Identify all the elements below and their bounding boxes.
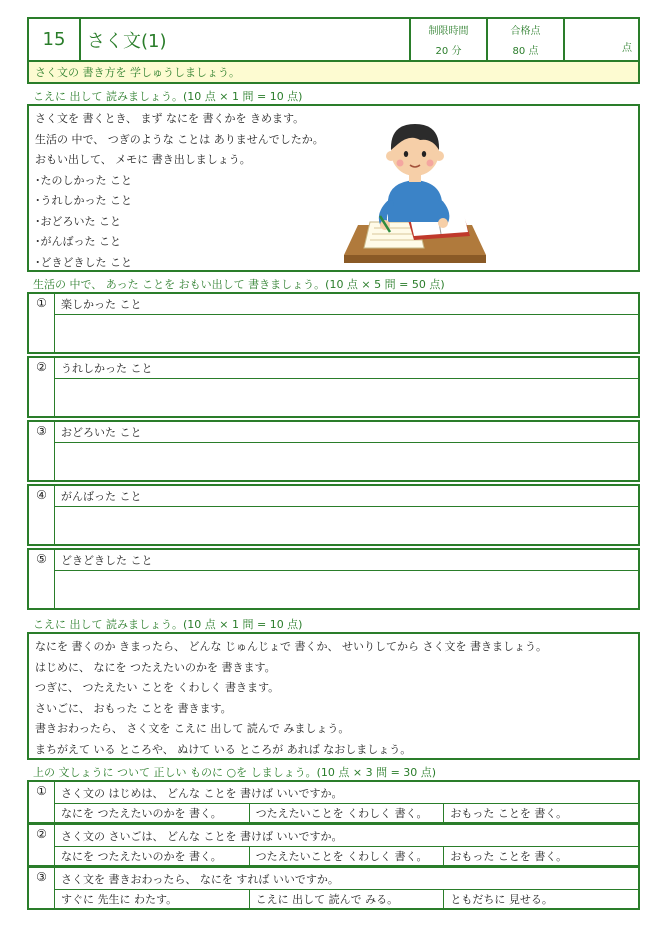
score-unit: 点	[622, 43, 632, 54]
reading-line: ･おどろいた こと	[35, 214, 121, 228]
answer-option[interactable]: すぐに 先生に わたす。	[55, 890, 250, 908]
pass-score-value: 80 点	[512, 46, 539, 58]
section2-instruction: 生活の 中で、 あった ことを おもい出して 書きましょう。(10 点 × 5 問 = 50 点)	[33, 278, 445, 291]
row-number: ②	[29, 358, 55, 416]
reading-line: つぎに、 つたえたい ことを くわしく 書きます。	[35, 681, 280, 694]
answer-option[interactable]: おもった ことを 書く。	[450, 807, 568, 820]
write-row-label: がんばった こと	[55, 486, 638, 507]
question-text: さく文の はじめは、 どんな ことを 書けば いいですか。	[55, 782, 638, 804]
section1-instruction: こえに 出して 読みましょう。(10 点 × 1 問 = 10 点)	[33, 90, 303, 103]
write-row-label: うれしかった こと	[55, 358, 638, 379]
reading-line: さいごに、 おもった ことを 書きます。	[35, 701, 232, 715]
answer-option[interactable]: こえに 出して 読んで みる。	[250, 890, 445, 908]
question-text: さく文の さいごは、 どんな ことを 書けば いいですか。	[55, 825, 638, 847]
row-number: ③	[29, 422, 55, 480]
row-number: ⑤	[29, 550, 55, 608]
question-number: ①	[29, 782, 55, 822]
reading-line: なにを 書くのか きまったら、 どんな じゅんじょで 書くか、 せいりしてから さく文を 書きましょう。	[35, 640, 547, 653]
write-row	[27, 548, 640, 610]
write-answer-area[interactable]	[55, 571, 638, 608]
write-answer-area[interactable]	[55, 507, 638, 544]
reading-line: さく文を 書くとき、 まず なにを 書くかを きめます。	[35, 112, 305, 125]
write-row-label: どきどきした こと	[55, 550, 638, 571]
quiz-question	[27, 823, 640, 867]
write-row-label: 楽しかった こと	[55, 294, 638, 315]
unit-number: 15	[29, 19, 81, 60]
question-number: ③	[29, 868, 55, 908]
time-limit-cell	[411, 19, 488, 60]
reading-line: まちがえて いる ところや、 ぬけて いる ところが あれば なおしましょう。	[35, 742, 412, 756]
score-field[interactable]	[565, 19, 638, 60]
write-row	[27, 356, 640, 418]
time-limit-value: 20 分	[435, 46, 462, 58]
quiz-question	[27, 866, 640, 910]
section4-instruction: 上の 文しょうに ついて 正しい ものに ○を しましょう。(10 点 × 3 問 = 30 点)	[33, 766, 437, 779]
time-limit-label: 制限時間	[428, 25, 469, 37]
reading-line: ･がんばった こと	[35, 235, 121, 248]
reading-line: ･たのしかった こと	[35, 173, 132, 187]
worksheet-header	[27, 17, 640, 62]
answer-option[interactable]: なにを つたえたいのかを 書く。	[55, 804, 250, 822]
reading-line: おもい出して、 メモに 書き出しましょう。	[35, 153, 251, 166]
write-row	[27, 484, 640, 546]
reading-line: はじめに、 なにを つたえたいのかを 書きます。	[35, 660, 276, 674]
learning-goal: さく文の 書き方を 学しゅうしましょう。	[27, 62, 640, 84]
answer-option[interactable]: なにを つたえたいのかを 書く。	[55, 847, 250, 865]
pass-score-cell	[488, 19, 565, 60]
answer-option[interactable]: つたえたいことを くわしく 書く。	[250, 804, 445, 822]
reading-line: ･うれしかった こと	[35, 194, 132, 207]
section3-instruction: こえに 出して 読みましょう。(10 点 × 1 問 = 10 点)	[33, 618, 303, 631]
write-row	[27, 292, 640, 354]
section3-reading-box	[27, 632, 640, 760]
write-row	[27, 420, 640, 482]
write-answer-area[interactable]	[55, 315, 638, 352]
row-number: ①	[29, 294, 55, 352]
question-text: さく文を 書きおわったら、 なにを すれば いいですか。	[55, 868, 638, 890]
reading-line: ･どきどきした こと	[35, 255, 132, 269]
page-title: さく文(1)	[81, 19, 411, 60]
question-number: ②	[29, 825, 55, 865]
write-answer-area[interactable]	[55, 379, 638, 416]
answer-option[interactable]: おもった ことを 書く。	[450, 850, 568, 863]
reading-line: 書きおわったら、 さく文を こえに 出して 読んで みましょう。	[35, 722, 350, 735]
boy-writing-illustration	[340, 110, 490, 270]
write-answer-area[interactable]	[55, 443, 638, 480]
answer-option[interactable]: ともだちに 見せる。	[450, 893, 553, 906]
quiz-question	[27, 780, 640, 824]
pass-score-label: 合格点	[510, 25, 541, 37]
section1-reading-box	[27, 104, 640, 272]
reading-line: 生活の 中で、 つぎのような ことは ありませんでしたか。	[35, 132, 324, 146]
answer-option[interactable]: つたえたいことを くわしく 書く。	[250, 847, 445, 865]
row-number: ④	[29, 486, 55, 544]
write-row-label: おどろいた こと	[55, 422, 638, 443]
